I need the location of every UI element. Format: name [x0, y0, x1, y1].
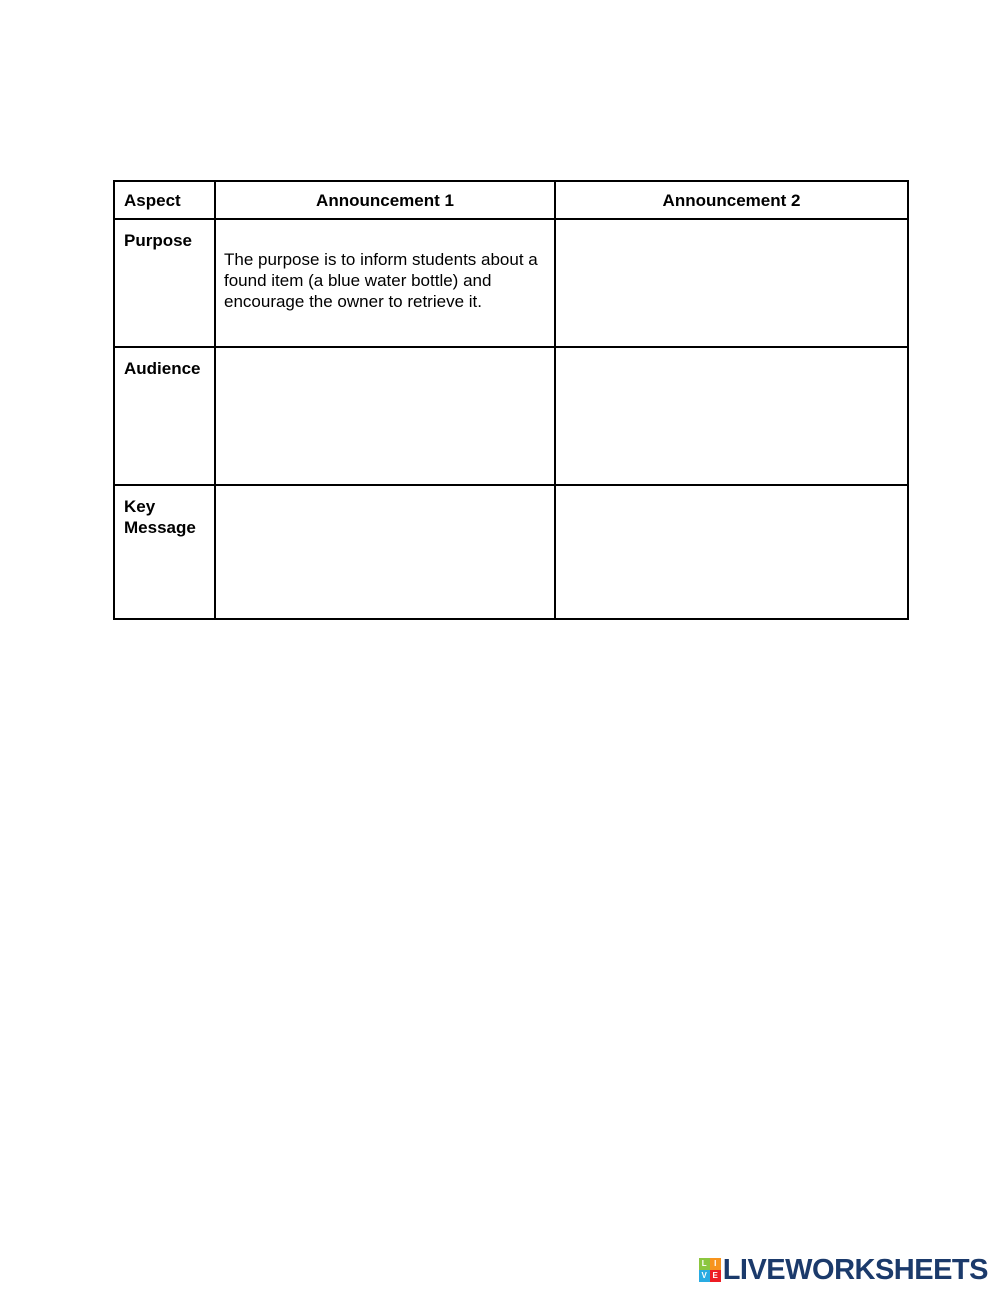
audience-announcement-2-answer[interactable] — [555, 347, 908, 485]
liveworksheets-logo — [699, 1254, 988, 1286]
purpose-announcement-2-answer[interactable] — [555, 219, 908, 347]
logo-mark-letter-i: I — [710, 1258, 721, 1270]
purpose-announcement-1-cell: The purpose is to inform students about a found item (a blue water bottle) and encourage the owner to retrieve it. — [215, 219, 555, 347]
comparison-table — [113, 180, 909, 620]
table-row-audience — [114, 347, 908, 485]
liveworksheets-logo-icon — [699, 1258, 721, 1282]
table-row-purpose — [114, 219, 908, 347]
logo-mark-letter-l: L — [699, 1258, 710, 1270]
table-row-key-message — [114, 485, 908, 619]
logo-mark-letter-v: V — [699, 1270, 710, 1282]
table-header-row — [114, 181, 908, 219]
aspect-label-key-message: Key Message — [114, 485, 215, 619]
logo-mark-letter-e: E — [710, 1270, 721, 1282]
audience-announcement-1-answer[interactable] — [215, 347, 555, 485]
aspect-label-audience: Audience — [114, 347, 215, 485]
key-message-announcement-2-answer[interactable] — [555, 485, 908, 619]
key-message-announcement-1-answer[interactable] — [215, 485, 555, 619]
logo-text: LIVEWORKSHEETS — [722, 1253, 988, 1286]
header-announcement-2: Announcement 2 — [555, 181, 908, 219]
header-aspect: Aspect — [114, 181, 215, 219]
aspect-label-purpose: Purpose — [114, 219, 215, 347]
header-announcement-1: Announcement 1 — [215, 181, 555, 219]
